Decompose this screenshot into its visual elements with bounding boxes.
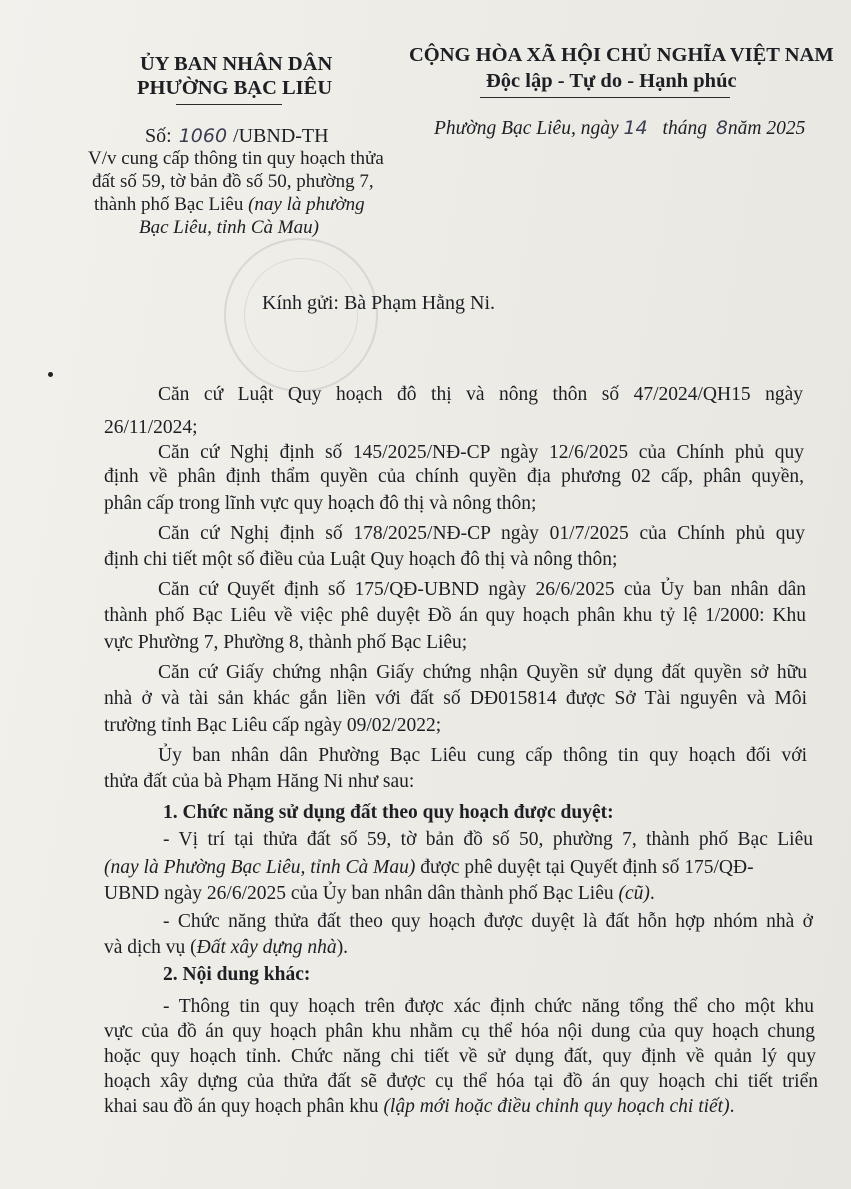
s1b-line2-end: ). <box>336 937 349 958</box>
p1-line2: 26/11/2024; <box>104 417 198 438</box>
subject-line4: Bạc Liêu, tỉnh Cà Mau) <box>139 217 319 238</box>
s1a-line2-normal: được phê duyệt tại Quyết định số 175/QĐ- <box>420 857 754 878</box>
section1-title: 1. Chức năng sử dụng đất theo quy hoạch được duyệt: <box>163 802 614 823</box>
s2-line2: vực của đồ án quy hoạch phân khu nhằm cụ thể hóa nội dung của quy hoạch chung <box>104 1021 815 1042</box>
s1a-line3-italic: (cũ) <box>618 883 650 904</box>
p5-line3: trường tỉnh Bạc Liêu cấp ngày 09/02/2022; <box>104 715 442 736</box>
place-date-prefix: Phường Bạc Liêu, ngày <box>434 118 619 139</box>
date-year: năm 2025 <box>727 118 806 139</box>
p5-line1: Căn cứ Giấy chứng nhận Giấy chứng nhận Quyền sử dụng đất quyền sở hữu <box>158 662 807 683</box>
doc-number <box>145 126 329 146</box>
s1b-line2-normal: và dịch vụ ( <box>104 937 197 958</box>
nation-line1: CỘNG HÒA XÃ HỘI CHỦ NGHĨA VIỆT NAM <box>409 44 834 66</box>
p3-line2: định chi tiết một số điều của Luật Quy hoạch đô thị và nông thôn; <box>104 549 618 570</box>
punch-mark <box>48 372 53 377</box>
s1a-line3 <box>104 884 655 904</box>
s1a-line3-normal: UBND ngày 26/6/2025 của Ủy ban nhân dân thành phố Bạc Liêu <box>104 883 614 904</box>
s1b-line2-italic: Đất xây dựng nhà <box>196 937 337 958</box>
s1b-line1: - Chức năng thửa đất theo quy hoạch được duyệt là đất hỗn hợp nhóm nhà ở <box>163 911 813 932</box>
section2-title: 2. Nội dung khác: <box>163 964 311 985</box>
p6-line1: Ủy ban nhân dân Phường Bạc Liêu cung cấp thông tin quy hoạch đối với <box>158 745 807 766</box>
p2-line1: Căn cứ Nghị định số 145/2025/NĐ-CP ngày 12/6/2025 của Chính phủ quy <box>158 442 804 463</box>
s1a-line2 <box>104 858 754 878</box>
doc-number-handwritten: 1060 <box>178 125 228 147</box>
p6-line2: thửa đất của bà Phạm Hăng Ni như sau: <box>104 771 415 792</box>
s1a-line3-end: . <box>649 883 655 904</box>
p2-line2: định về phân định thẩm quyền của chính quyền địa phương 02 cấp, phân quyền, <box>104 466 804 487</box>
p4-line2: thành phố Bạc Liêu về việc phê duyệt Đồ án quy hoạch phân khu tỷ lệ 1/2000: Khu <box>104 605 806 626</box>
s1a-line1: - Vị trí tại thửa đất số 59, tờ bản đồ số 50, phường 7, thành phố Bạc Liêu <box>163 829 813 850</box>
p4-line1: Căn cứ Quyết định số 175/QĐ-UBND ngày 26/6/2025 của Ủy ban nhân dân <box>158 579 806 600</box>
subject-line2: đất số 59, tờ bản đồ số 50, phường 7, <box>92 171 374 192</box>
s1a-line2-italic: (nay là Phường Bạc Liêu, tỉnh Cà Mau) <box>104 857 416 878</box>
s2-line3: hoặc quy hoạch tỉnh. Chức năng chi tiết về sử dụng đất, quy định về quản lý quy <box>104 1046 816 1067</box>
date-day-handwritten: 14 <box>623 117 648 139</box>
p3-line1: Căn cứ Nghị định số 178/2025/NĐ-CP ngày 01/7/2025 của Chính phủ quy <box>158 523 805 544</box>
s2-line5 <box>104 1097 734 1117</box>
subject-line3 <box>94 195 365 214</box>
s2-line5-italic: (lập mới hoặc điều chỉnh quy hoạch chi tiết) <box>383 1096 730 1117</box>
place-date <box>434 117 805 140</box>
p4-line3: vực Phường 7, Phường 8, thành phố Bạc Liêu; <box>104 632 468 653</box>
p1-line1: Căn cứ Luật Quy hoạch đô thị và nông thôn số 47/2024/QH15 ngày <box>158 384 803 405</box>
p2-line3: phân cấp trong lĩnh vực quy hoạch đô thị và nông thôn; <box>104 493 537 514</box>
org-name-line1: ỦY BAN NHÂN DÂN <box>140 53 333 75</box>
s2-line4: hoạch xây dựng của thửa đất sẽ được cụ thể hóa tại đồ án quy hoạch chi tiết triển <box>104 1071 818 1092</box>
recipient: Kính gửi: Bà Phạm Hằng Ni. <box>262 292 496 314</box>
subject-line3-italic: (nay là phường <box>248 194 365 215</box>
org-underline <box>176 104 282 105</box>
nation-underline <box>480 97 730 98</box>
s1b-line2 <box>104 938 348 958</box>
date-month-handwritten: 8 <box>715 117 728 139</box>
p5-line2: nhà ở và tài sản khác gắn liền với đất số DĐ015814 được Sở Tài nguyên và Môi <box>104 688 807 709</box>
s2-line1: - Thông tin quy hoạch trên được xác định chức năng tổng thể cho một khu <box>163 996 814 1017</box>
subject-line1: V/v cung cấp thông tin quy hoạch thửa <box>88 148 384 169</box>
s2-line5-end: . <box>729 1096 735 1117</box>
org-name-line2: PHƯỜNG BẠC LIÊU <box>137 77 333 99</box>
s2-line5-normal: khai sau đồ án quy hoạch phân khu <box>104 1096 379 1117</box>
doc-number-label: Số: <box>145 125 172 147</box>
faded-seal-stamp <box>224 238 378 392</box>
nation-line2: Độc lập - Tự do - Hạnh phúc <box>486 70 737 92</box>
subject-line3-normal: thành phố Bạc Liêu <box>94 194 244 215</box>
doc-number-suffix: /UBND-TH <box>233 125 329 147</box>
date-month-label: tháng <box>662 118 707 139</box>
